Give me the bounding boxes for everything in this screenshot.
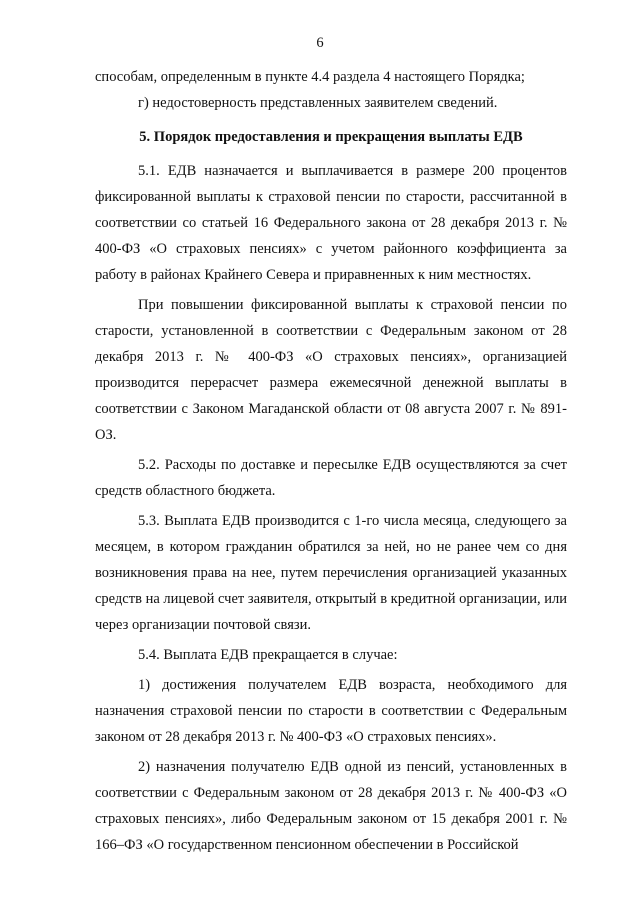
paragraph-item-1: 1) достижения получателем ЕДВ возраста, необходимого для назначения страховой пенсии по старости в соответствии с Федеральным законом от 28 декабря 2013 г. № 400-ФЗ «О страховых пенсиях». — [95, 677, 567, 745]
paragraph-5-3: 5.3. Выплата ЕДВ производится с 1-го числа месяца, следующего за месяцем, в котором гражданин обратился за ней, но не ранее чем со дня возникновения права на нее, путем перечисления организацией указанных средств на лицевой счет заявителя, открытый в кредитной организации, или через организации почтовой связи. — [95, 513, 567, 633]
paragraph-5-2: 5.2. Расходы по доставке и пересылке ЕДВ осуществляются за счет средств областного бюджета. — [95, 457, 567, 499]
paragraph-continuation: способам, определенным в пункте 4.4 раздела 4 настоящего Порядка; — [95, 69, 525, 85]
paragraph-item-2: 2) назначения получателю ЕДВ одной из пенсий, установленных в соответствии с Федеральным законом от 28 декабря 2013 г. № 400-ФЗ «О страховых пенсиях», либо Федеральным законом от 15 декабря 2001 г. № 166–ФЗ «О государственном пенсионном обеспечении в Российской — [95, 759, 567, 853]
page-number: 6 — [316, 35, 324, 51]
paragraph-item-g: г) недостоверность представленных заявителем сведений. — [138, 95, 498, 111]
section-heading: 5. Порядок предоставления и прекращения выплаты ЕДВ — [139, 129, 523, 145]
paragraph-5-1: 5.1. ЕДВ назначается и выплачивается в размере 200 процентов фиксированной выплаты к страховой пенсии по старости, рассчитанной в соответствии со статьей 16 Федерального закона от 28 декабря 2013 г. № 400-ФЗ «О страховых пенсиях» с учетом районного коэффициента за работу в районах Крайнего Севера и приравненных к ним местностях. — [95, 163, 567, 283]
paragraph-recalculation: При повышении фиксированной выплаты к страховой пенсии по старости, установленной в соответствии с Федеральным законом от 28 декабря 2013 г. № 400-ФЗ «О страховых пенсиях», организацией производится перерасчет размера ежемесячной денежной выплаты в соответствии с Законом Магаданской области от 08 августа 2007 г. № 891-ОЗ. — [95, 297, 567, 443]
document-body — [95, 64, 567, 858]
paragraph-5-4: 5.4. Выплата ЕДВ прекращается в случае: — [138, 647, 398, 663]
